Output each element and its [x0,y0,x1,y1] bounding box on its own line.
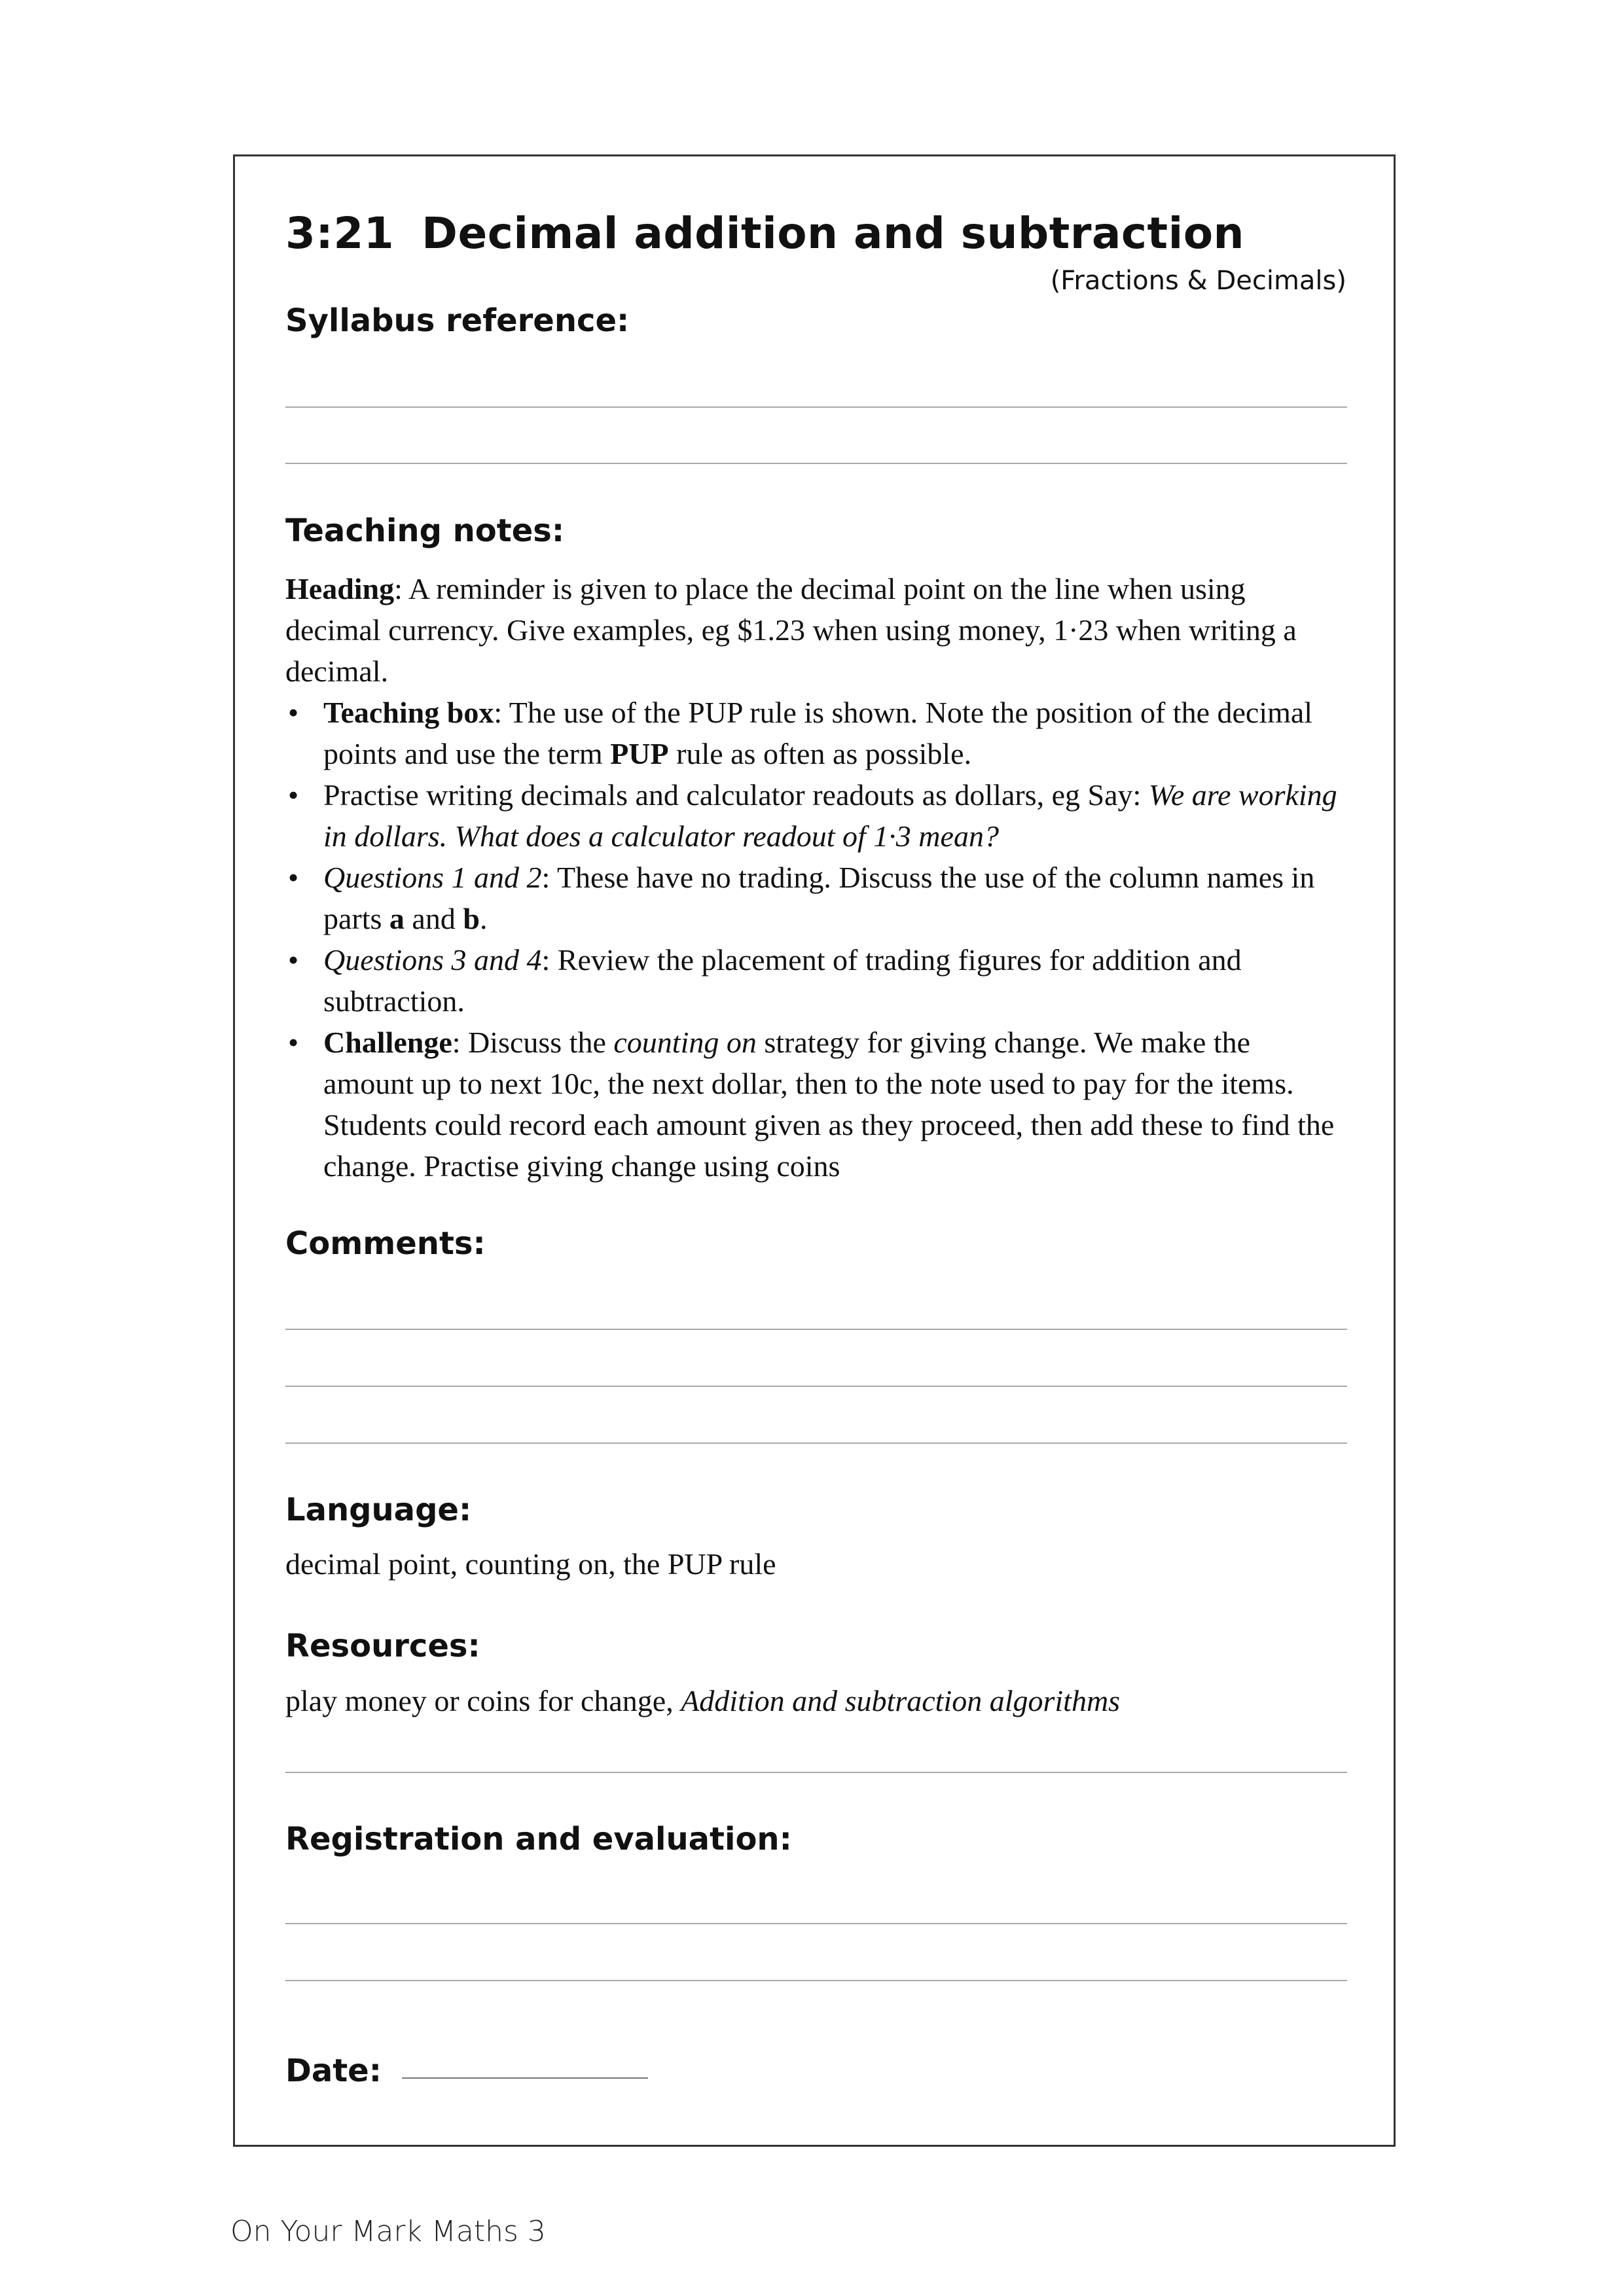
notes-list [285,692,1347,1187]
resources-heading: Resources: [285,1628,480,1664]
note-italic: Questions 1 and 2 [323,861,542,894]
list-item [285,1022,1347,1187]
registration-line-2 [285,1980,1347,1981]
note-text: : These have no trading. Discuss the use of the column names in parts [323,861,1315,935]
teaching-notes-body [285,568,1347,1187]
list-item [285,774,1347,857]
date-line [402,2077,648,2079]
syllabus-heading: Syllabus reference: [285,302,630,339]
list-item [285,939,1347,1022]
note-text: : Discuss the [452,1026,614,1059]
date-label: Date: [285,2053,382,2089]
page-title [285,208,1244,259]
note-italic: Questions 3 and 4 [323,943,542,977]
note-italic: We are working in dollars. What does a calculator readout of 1·3 mean? [323,778,1337,853]
note-text: and [404,902,463,935]
note-text: Practise writing decimals and calculator readouts as dollars, eg Say: [323,778,1149,812]
bullet: • [288,778,299,812]
teaching-notes-heading: Teaching notes: [285,512,565,549]
lesson-title: Decimal addition and subtraction [422,208,1245,259]
resources-plain: play money or coins for change, [285,1684,681,1717]
comments-line-1 [285,1329,1347,1330]
list-item [285,692,1347,774]
heading-text: : A reminder is given to place the decimal point on the line when using decimal currency. Give examples, eg $1.23 when using money, 1·23 when writing a decimal. [285,572,1297,688]
note-text: strategy for giving change. We make the amount up to next 10c, the next dollar, then to the note used to pay for the items. Students could record each amount given as they proceed, then add these to find the change. Practise giving change using coins [323,1026,1335,1183]
note-text: rule as often as possible. [668,737,972,770]
strand-label: (Fractions & Decimals) [1050,266,1346,296]
comments-line-3 [285,1443,1347,1444]
bullet: • [288,943,299,977]
language-text: decimal point, counting on, the PUP rule [285,1547,776,1581]
note-bold: Challenge [323,1026,452,1059]
comments-line-2 [285,1386,1347,1387]
language-heading: Language: [285,1492,472,1528]
list-item [285,857,1347,939]
note-bold: a [389,902,405,935]
note-bold: Teaching box [323,696,494,729]
syllabus-line-2 [285,463,1347,464]
note-italic: counting on [613,1026,757,1059]
registration-heading: Registration and evaluation: [285,1821,792,1857]
note-text: . [479,902,488,935]
lesson-number: 3:21 [285,208,395,259]
heading-label: Heading [285,572,395,605]
footer-text: On Your Mark Maths 3 [230,2215,546,2248]
heading-note [285,568,1347,692]
resources-line [285,1772,1347,1773]
resources-text [285,1683,1120,1718]
note-text: : The use of the PUP rule is shown. Note the position of the decimal points and use the term [323,696,1313,770]
bullet: • [288,1026,299,1059]
note-bold: PUP [610,737,669,770]
comments-heading: Comments: [285,1225,486,1262]
resources-italic: Addition and subtraction algorithms [681,1684,1121,1717]
syllabus-line-1 [285,406,1347,408]
note-text: : Review the placement of trading figures for addition and subtraction. [323,943,1242,1018]
registration-line-1 [285,1923,1347,1924]
bullet: • [288,696,299,729]
bullet: • [288,861,299,894]
note-bold: b [463,902,480,935]
